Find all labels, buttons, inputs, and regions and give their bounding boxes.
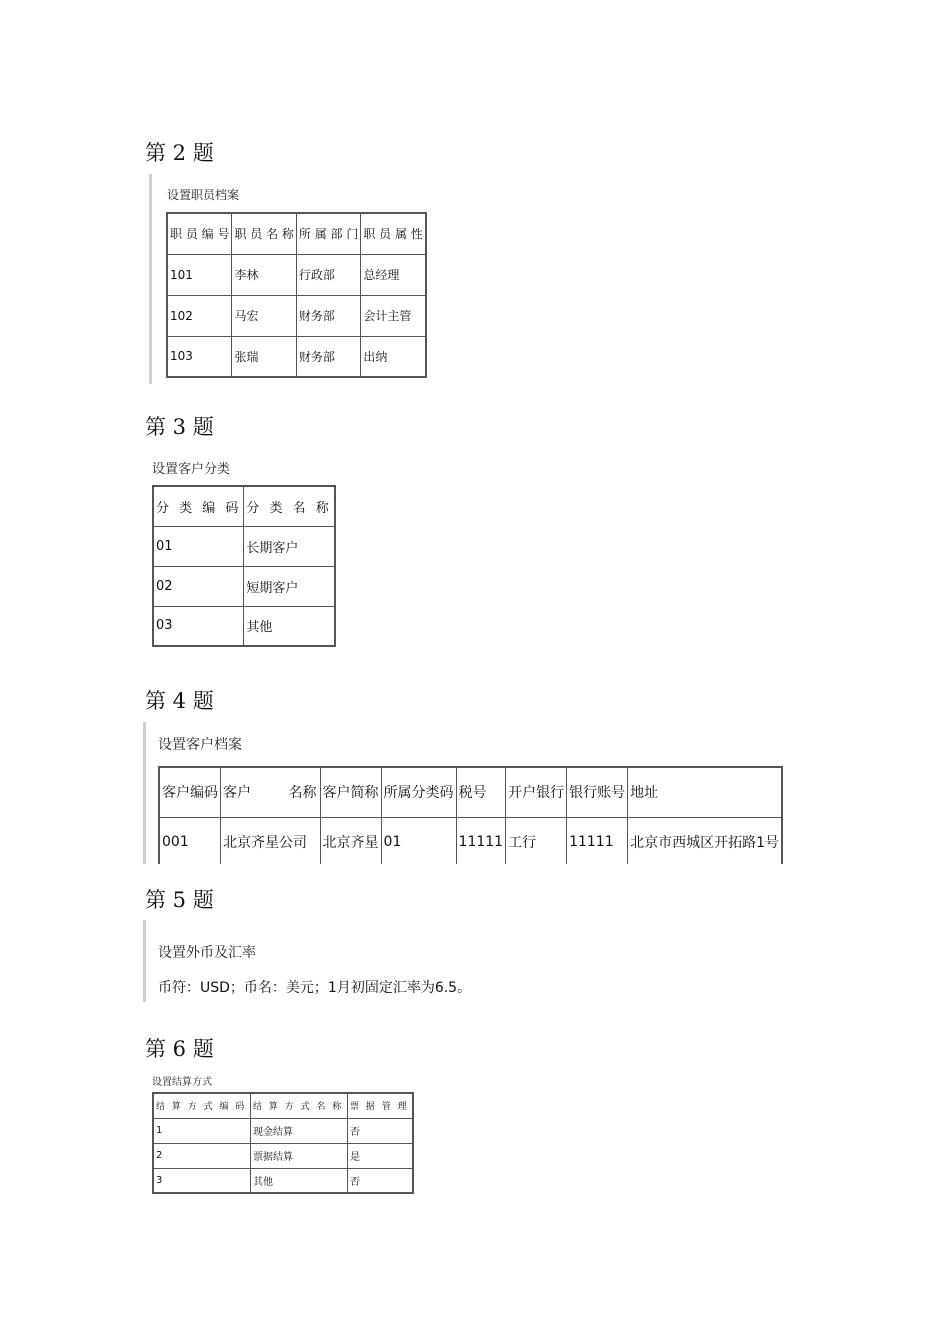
table-cell: 其他 — [251, 1168, 348, 1193]
employee-archive-panel — [149, 174, 423, 384]
table-row — [153, 566, 335, 606]
table-cell: 3 — [153, 1168, 251, 1193]
table-cell: 是 — [348, 1143, 414, 1168]
currency-panel — [143, 920, 563, 1002]
header-cell: 职 员 名 称 — [232, 213, 296, 254]
customer-archive-caption: 设置客户档案 — [158, 737, 242, 753]
table-cell: 长期客户 — [244, 526, 335, 566]
table-cell: 北京齐星 — [320, 817, 381, 864]
table-row — [153, 1143, 413, 1168]
table-cell: 出纳 — [361, 336, 426, 377]
header-cell: 票 据 管 理 — [348, 1093, 414, 1118]
table-cell: 总经理 — [361, 254, 426, 295]
header-cell: 客户编码 — [159, 767, 221, 817]
customer-category-caption: 设置客户分类 — [152, 462, 231, 477]
table-cell: 03 — [153, 606, 244, 646]
table-cell: 短期客户 — [244, 566, 335, 606]
table-header-row — [159, 767, 782, 817]
header-part: 名称 — [288, 785, 317, 802]
table-cell: 李林 — [232, 254, 296, 295]
table-cell: 11111 — [567, 817, 628, 864]
header-cell — [221, 767, 321, 817]
header-cell: 客户简称 — [320, 767, 381, 817]
table-cell: 张瑞 — [232, 336, 296, 377]
header-cell: 结 算 方 式 名 称 — [251, 1093, 348, 1118]
table-cell: 行政部 — [296, 254, 360, 295]
table-row — [167, 254, 426, 295]
table-cell: 现金结算 — [251, 1118, 348, 1143]
header-cell: 税号 — [456, 767, 506, 817]
table-row — [153, 1118, 413, 1143]
table-row — [153, 526, 335, 566]
header-cell: 分 类 名 称 — [244, 486, 335, 526]
header-cell: 职 员 属 性 — [361, 213, 426, 254]
currency-caption: 设置外币及汇率 — [158, 945, 256, 961]
table-row — [167, 336, 426, 377]
question-2-title: 第 2 题 — [145, 141, 214, 165]
employee-archive-caption: 设置职员档案 — [167, 188, 240, 202]
settlement-table — [152, 1092, 414, 1194]
header-cell: 结 算 方 式 编 码 — [153, 1093, 251, 1118]
header-cell: 职 员 编 号 — [167, 213, 232, 254]
table-cell: 工行 — [506, 817, 567, 864]
table-cell: 否 — [348, 1118, 414, 1143]
table-cell: 1 — [153, 1118, 251, 1143]
table-cell: 02 — [153, 566, 244, 606]
table-cell: 会计主管 — [361, 295, 426, 336]
table-cell: 北京齐星公司 — [221, 817, 321, 864]
table-cell: 其他 — [244, 606, 335, 646]
employee-archive-table — [166, 212, 427, 378]
header-part: 客户 — [223, 785, 251, 802]
header-cell: 所 属 部 门 — [296, 213, 360, 254]
customer-archive-panel — [143, 722, 783, 864]
table-cell: 马宏 — [232, 295, 296, 336]
question-4-title: 第 4 题 — [145, 689, 214, 713]
header-cell: 开户银行 — [506, 767, 567, 817]
table-cell: 北京市西城区开拓路1号 — [628, 817, 782, 864]
header-cell: 分 类 编 码 — [153, 486, 244, 526]
table-cell: 102 — [167, 295, 232, 336]
question-3-title: 第 3 题 — [145, 415, 214, 439]
table-cell: 01 — [381, 817, 456, 864]
table-row — [159, 817, 782, 864]
header-cell: 所属分类码 — [381, 767, 456, 817]
table-row — [167, 295, 426, 336]
table-cell: 103 — [167, 336, 232, 377]
header-cell: 银行账号 — [567, 767, 628, 817]
table-cell: 01 — [153, 526, 244, 566]
table-cell: 财务部 — [296, 336, 360, 377]
table-cell: 否 — [348, 1168, 414, 1193]
customer-archive-table — [158, 766, 783, 864]
table-cell: 财务部 — [296, 295, 360, 336]
table-cell: 101 — [167, 254, 232, 295]
currency-text: 币符：USD；币名：美元；1月初固定汇率为6.5。 — [158, 980, 472, 996]
table-row — [153, 606, 335, 646]
customer-category-table — [152, 485, 336, 647]
table-cell: 001 — [159, 817, 221, 864]
table-header-row — [153, 1093, 413, 1118]
table-cell: 11111 — [456, 817, 506, 864]
table-cell: 2 — [153, 1143, 251, 1168]
header-cell: 地址 — [628, 767, 782, 817]
question-6-title: 第 6 题 — [145, 1037, 214, 1061]
question-5-title: 第 5 题 — [145, 888, 214, 912]
settlement-caption: 设置结算方式 — [152, 1077, 212, 1088]
table-header-row — [167, 213, 426, 254]
table-row — [153, 1168, 413, 1193]
table-header-row — [153, 486, 335, 526]
table-cell: 票据结算 — [251, 1143, 348, 1168]
